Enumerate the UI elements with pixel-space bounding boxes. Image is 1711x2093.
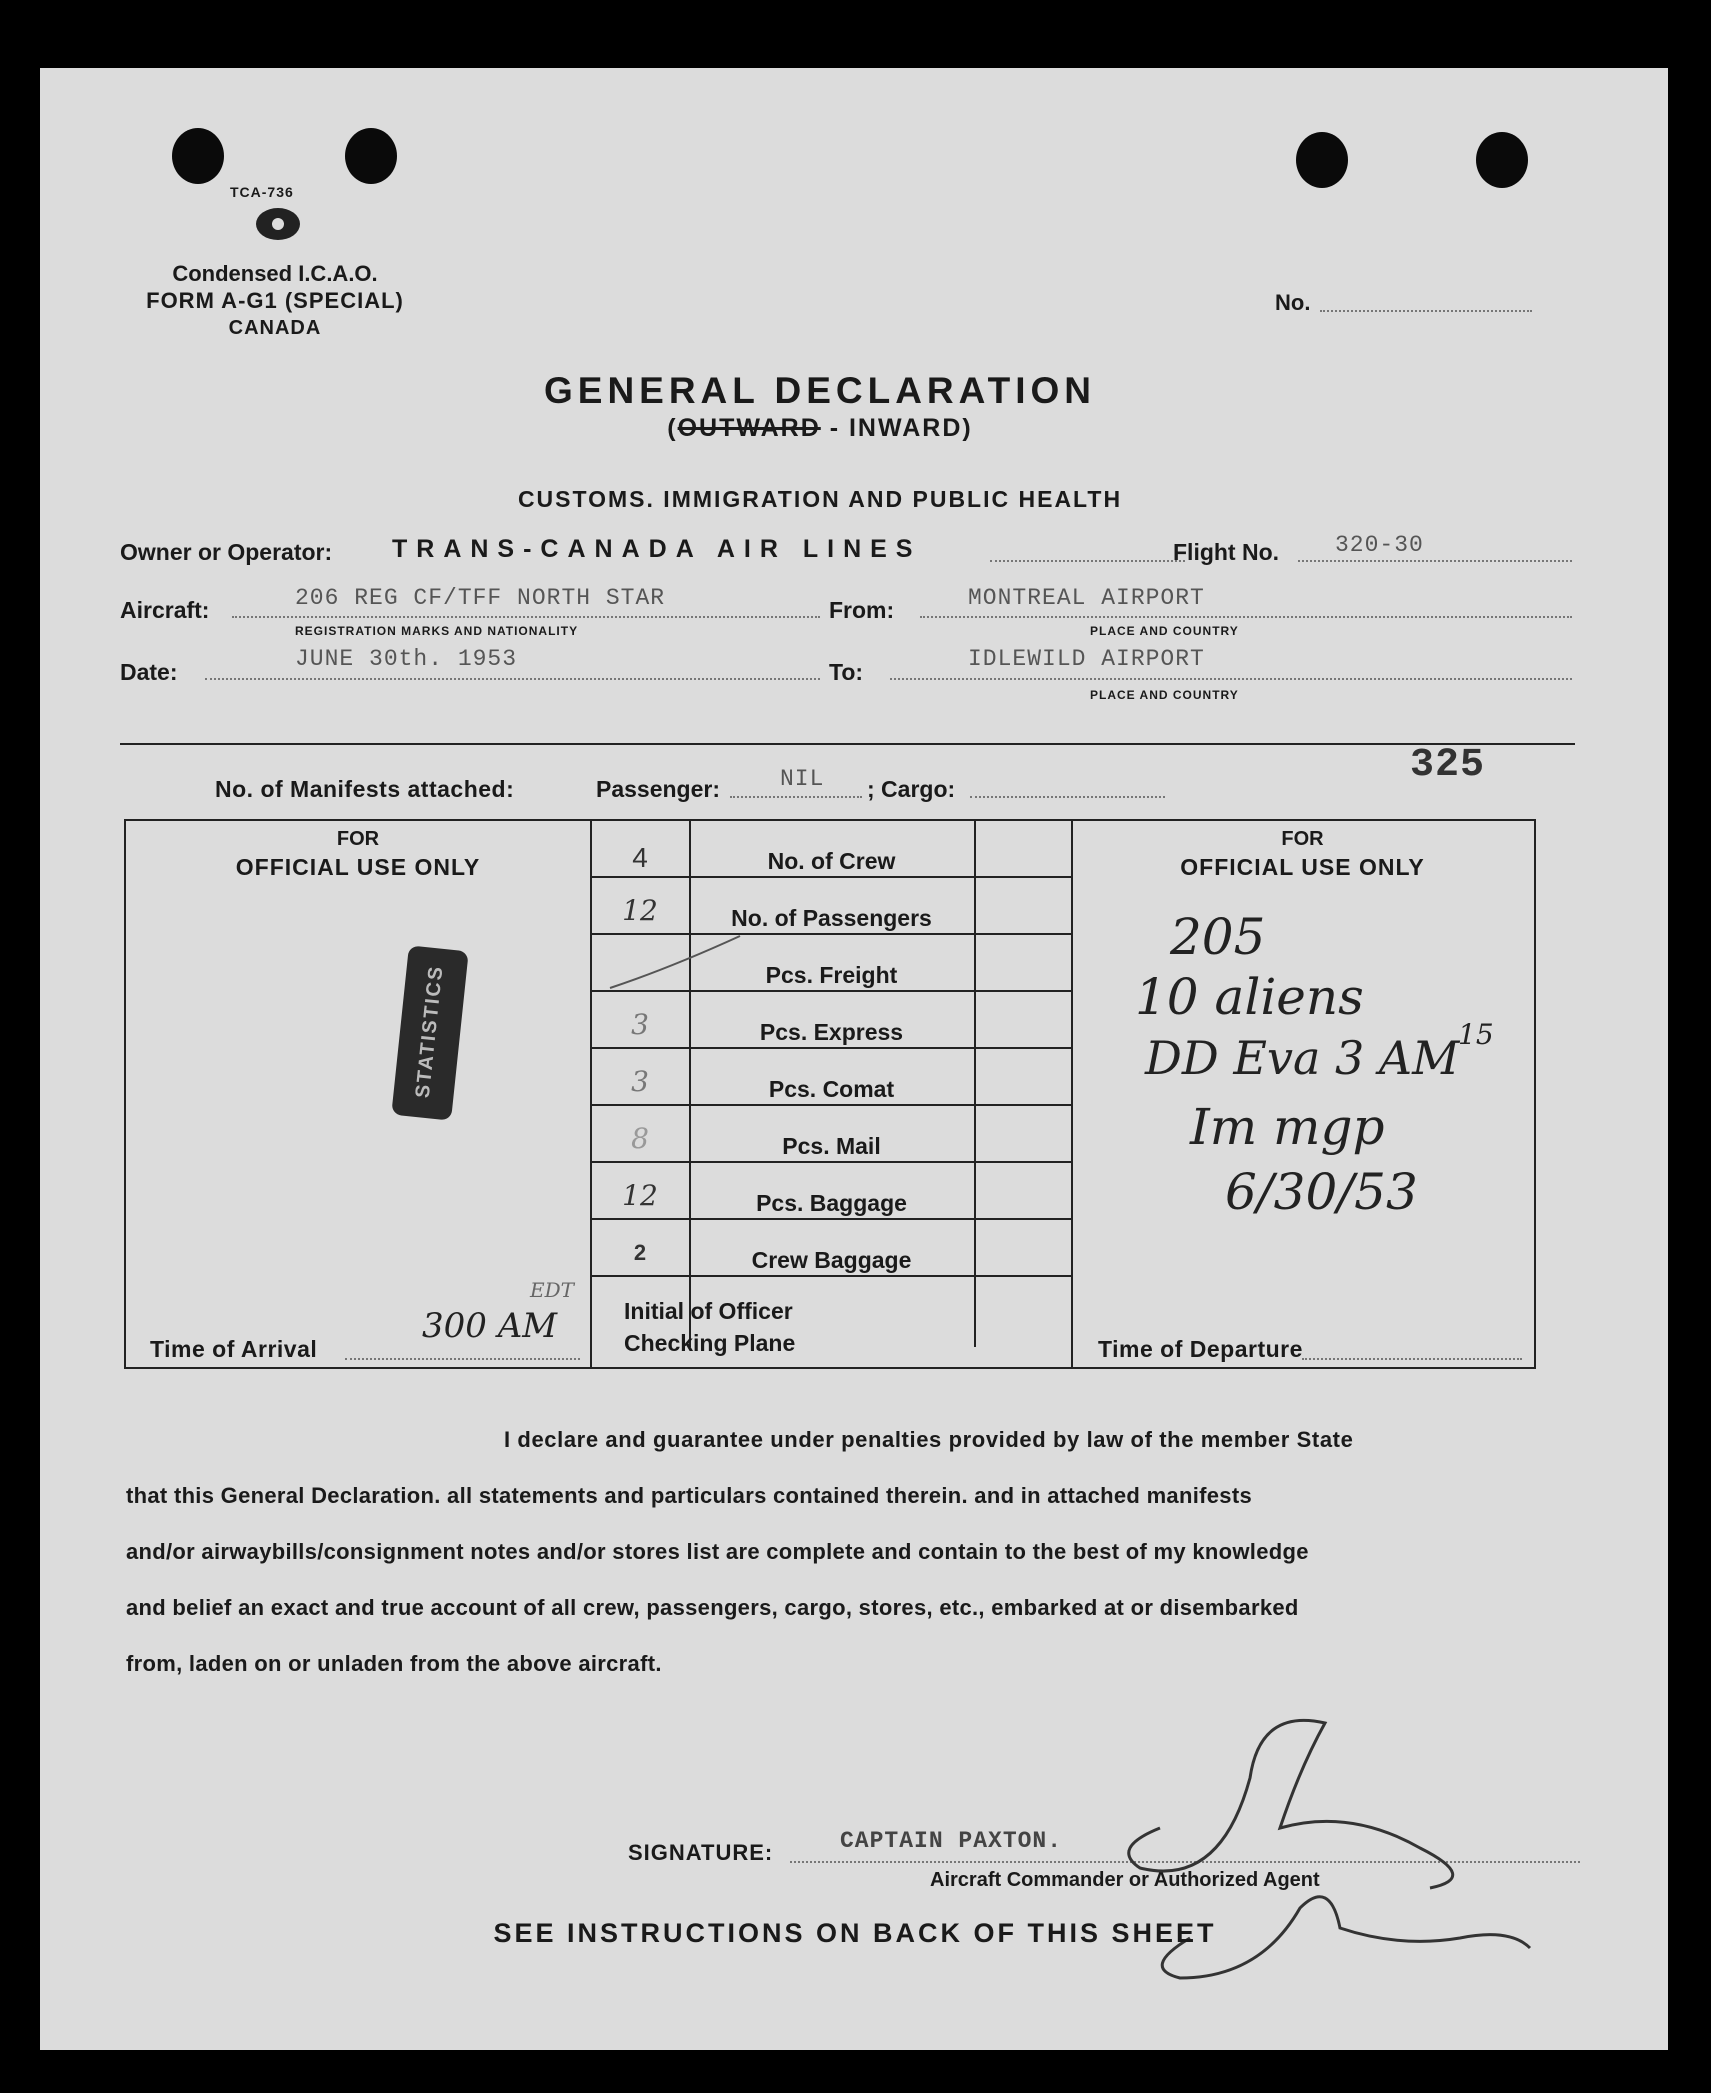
subtitle: CUSTOMS. IMMIGRATION AND PUBLIC HEALTH [517,486,1123,512]
row-separator [590,1161,1073,1163]
row-label-freight: Pcs. Freight [765,962,898,988]
owner-line [990,560,1185,562]
to-line [890,678,1572,680]
row-label-express: Pcs. Express [759,1019,904,1045]
date-label: Date: [120,659,178,685]
manifests-text: No. of Manifests attached: [215,776,515,802]
form-sheet [40,68,1668,2050]
time-of-arrival-line [345,1358,580,1360]
left-official-header-2: OFFICIAL USE ONLY [235,854,481,880]
freight-slash-mark [600,928,750,1008]
row-label-passengers: No. of Passengers [731,905,932,931]
official-note-immigration: Im mgp [1190,1098,1385,1156]
official-note-time-sup: 15 [1458,1018,1494,1051]
owner-label: Owner or Operator: [120,539,333,565]
handwritten-signature [1100,1648,1560,2008]
time-of-departure-label: Time of Departure [1098,1336,1303,1362]
passenger-manifest-label: Passenger: [596,776,721,802]
signature-typed-name: CAPTAIN PAXTON. [840,1828,1063,1854]
aircraft-value: 206 REG CF/TFF NORTH STAR [295,585,666,611]
right-official-header-1: FOR [1281,828,1324,850]
form-number-label: No. [1275,290,1311,315]
row-value-comat: 3 [631,1065,649,1098]
stamp-number: 325 [1410,743,1486,788]
official-note-aliens: 10 aliens [1135,968,1364,1026]
manifests-label [215,776,514,803]
form-type-line3: CANADA [228,317,322,339]
declaration-line-4: and belief an exact and true account of all crew, passengers, cargo, stores, etc., embarked at or disembarked [126,1595,1299,1620]
signature-label: SIGNATURE: [628,1840,774,1865]
row-separator [590,1104,1073,1106]
row-separator [590,876,1073,878]
official-note-date: 6/30/53 [1225,1163,1418,1221]
punch-hole [172,128,224,184]
divider [120,743,1575,745]
table-value-col-right [974,819,976,1347]
punch-hole [1296,132,1348,188]
cargo-manifest-label: ; Cargo: [867,776,956,802]
to-value: IDLEWILD AIRPORT [968,646,1205,672]
declaration-line-1: I declare and guarantee under penalties provided by law of the member State [504,1427,1354,1452]
footer-instructions: SEE INSTRUCTIONS ON BACK OF THIS SHEET [493,1918,1217,1948]
date-line [205,678,820,680]
flight-value: 320-30 [1335,532,1424,558]
official-note-officer: DD Eva 3 AM [1145,1031,1460,1085]
form-code: TCA-736 [230,184,294,200]
row-label-crew: No. of Crew [767,848,896,874]
row-value-crew: 4 [632,842,648,873]
owner-value: TRANS-CANADA AIR LINES [392,535,922,563]
to-label: To: [829,659,864,685]
passenger-manifest-line [730,796,862,798]
row-separator [590,1275,1073,1277]
row-value-passengers: 12 [622,894,658,927]
form-type-line1: Condensed I.C.A.O. [172,261,378,286]
row-separator [590,1218,1073,1220]
right-official-header-2: OFFICIAL USE ONLY [1180,854,1425,880]
direction-line [420,414,1220,443]
signature-caption: Aircraft Commander or Authorized Agent [930,1869,1320,1891]
row-value-mail: 8 [631,1122,649,1155]
from-line [920,616,1572,618]
airline-logo-icon [256,208,300,240]
row-label-mail: Pcs. Mail [782,1133,881,1159]
from-value: MONTREAL AIRPORT [968,585,1205,611]
row-label-baggage: Pcs. Baggage [756,1190,907,1216]
time-of-arrival-note: EDT [530,1278,574,1302]
punch-hole [345,128,397,184]
direction-inward: - INWARD) [829,414,973,442]
time-of-arrival-label: Time of Arrival [150,1336,318,1362]
row-value-baggage: 12 [622,1179,658,1212]
aircraft-caption: REGISTRATION MARKS AND NATIONALITY [295,624,579,638]
time-of-arrival-value: 300 AM [422,1306,558,1346]
cargo-manifest-line [970,796,1165,798]
official-note-count: 205 [1170,908,1266,966]
form-number-line [1320,310,1532,312]
row-separator [590,1047,1073,1049]
form-type-line2: FORM A-G1 (SPECIAL) [146,288,404,313]
direction-open: ( [667,414,678,442]
left-official-header-1: FOR [336,828,380,850]
passenger-manifest-value: NIL [780,766,825,792]
punch-hole [1476,132,1528,188]
row-label-crew-baggage: Crew Baggage [751,1247,912,1273]
from-label: From: [829,597,895,623]
declaration-line-2: that this General Declaration. all statements and particulars contained therein. and in attached manifests [126,1483,1252,1508]
flight-line [1298,560,1572,562]
row-value-express: 3 [631,1008,649,1041]
row-label-comat: Pcs. Comat [768,1076,895,1102]
date-value: JUNE 30th. 1953 [295,646,518,672]
table-divider-right [1071,819,1073,1367]
to-caption: PLACE AND COUNTRY [1090,688,1239,702]
statistics-stamp-text: STATISTICS [411,963,448,1100]
page-title: GENERAL DECLARATION [543,370,1097,411]
time-of-departure-line [1302,1358,1522,1360]
row-value-crew-baggage: 2 [633,1240,647,1265]
flight-label: Flight No. [1173,539,1280,565]
initial-officer-label-1: Initial of Officer [624,1298,793,1324]
from-caption: PLACE AND COUNTRY [1090,624,1239,638]
aircraft-label: Aircraft: [120,597,210,623]
aircraft-line [232,616,820,618]
initial-officer-label-2: Checking Plane [624,1330,796,1356]
declaration-line-3: and/or airwaybills/consignment notes and/or stores list are complete and contain to the best of my knowledge [126,1539,1309,1564]
declaration-line-5: from, laden on or unladen from the above aircraft. [126,1651,662,1676]
direction-outward-struck: OUTWARD [677,414,821,442]
